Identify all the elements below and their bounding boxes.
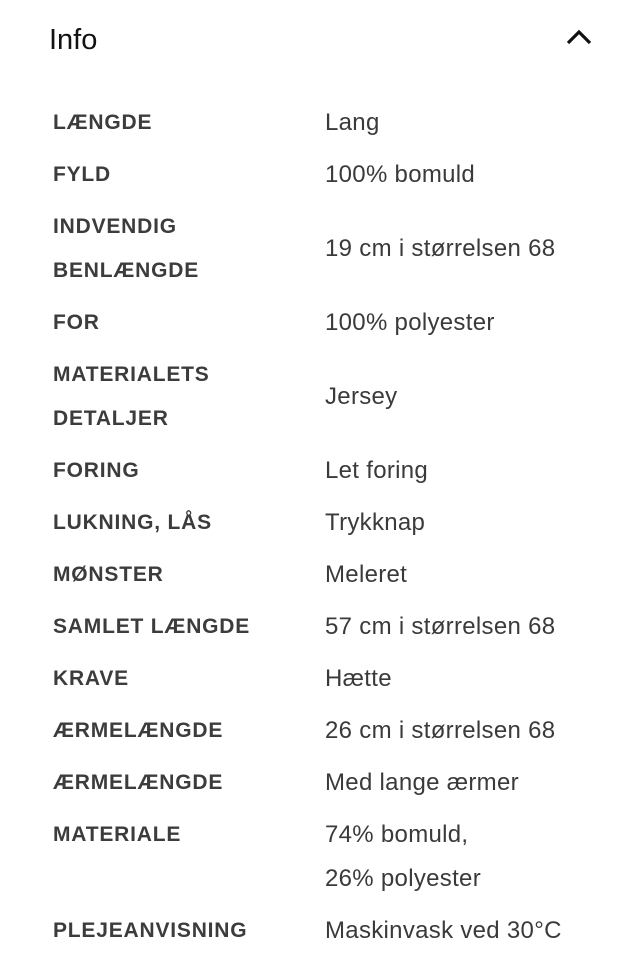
- info-label: [53, 297, 325, 349]
- info-label-line: SAMLET LÆNGDE: [53, 615, 251, 638]
- info-label-line: ÆRMELÆNGDE: [53, 771, 224, 794]
- info-label: [53, 445, 325, 497]
- info-value-line: Lang: [325, 109, 380, 136]
- info-value-line: Trykknap: [325, 509, 426, 536]
- info-row: [53, 653, 562, 705]
- info-value: [325, 705, 562, 757]
- info-value: [325, 809, 562, 905]
- info-row: [53, 905, 562, 957]
- info-value-line: Hætte: [325, 665, 392, 692]
- info-row: [53, 705, 562, 757]
- info-label-line: MØNSTER: [53, 563, 164, 586]
- info-value-line: 26% polyester: [325, 865, 481, 892]
- info-label-line: FYLD: [53, 163, 112, 186]
- info-label-line: MATERIALE: [53, 823, 182, 846]
- info-value-line: 100% polyester: [325, 309, 495, 336]
- info-value-line: Let foring: [325, 457, 429, 484]
- info-row: [53, 445, 562, 497]
- info-row: [53, 201, 562, 297]
- info-section-header[interactable]: [0, 0, 640, 80]
- info-value-line: Jersey: [325, 383, 398, 410]
- info-row: [53, 297, 562, 349]
- info-value-line: 57 cm i størrelsen 68: [325, 613, 556, 640]
- info-value-line: Med lange ærmer: [325, 769, 519, 796]
- info-label: [53, 497, 325, 549]
- info-value: [325, 297, 562, 349]
- info-value-line: Maskinvask ved 30°C: [325, 917, 562, 944]
- info-row: [53, 757, 562, 809]
- info-label: [53, 705, 325, 757]
- info-value: [325, 149, 562, 201]
- info-value-line: 19 cm i størrelsen 68: [325, 235, 556, 262]
- info-row: [53, 601, 562, 653]
- info-value: [325, 201, 562, 297]
- info-label: [53, 905, 325, 957]
- info-label: [53, 549, 325, 601]
- info-row: [53, 149, 562, 201]
- info-value: [325, 497, 562, 549]
- info-row: [53, 497, 562, 549]
- info-value-line: Meleret: [325, 561, 408, 588]
- info-label-line: FOR: [53, 311, 100, 334]
- info-label: [53, 349, 325, 445]
- info-value: [325, 549, 562, 601]
- info-label-line: BENLÆNGDE: [53, 259, 200, 282]
- info-label-line: FORING: [53, 459, 140, 482]
- info-label-line: KRAVE: [53, 667, 129, 690]
- info-value: [325, 653, 562, 705]
- info-row: [53, 809, 562, 905]
- section-title: Info: [49, 24, 98, 56]
- info-value: [325, 97, 562, 149]
- info-label-line: INDVENDIG: [53, 215, 177, 238]
- info-label-line: LUKNING, LÅS: [53, 511, 212, 534]
- info-label-line: LÆNGDE: [53, 111, 153, 134]
- info-value-line: 74% bomuld,: [325, 821, 469, 848]
- info-value: [325, 757, 562, 809]
- info-value: [325, 601, 562, 653]
- product-info-table: [53, 97, 562, 957]
- info-label-line: PLEJEANVISNING: [53, 919, 248, 942]
- info-label: [53, 97, 325, 149]
- info-label: [53, 809, 325, 905]
- info-value-line: 26 cm i størrelsen 68: [325, 717, 556, 744]
- info-label-line: MATERIALETS: [53, 363, 210, 386]
- chevron-up-icon[interactable]: [566, 28, 592, 46]
- info-label: [53, 601, 325, 653]
- info-value: [325, 445, 562, 497]
- info-value: [325, 905, 562, 957]
- info-label-line: ÆRMELÆNGDE: [53, 719, 224, 742]
- info-row: [53, 549, 562, 601]
- info-value: [325, 349, 562, 445]
- info-label: [53, 757, 325, 809]
- info-label: [53, 653, 325, 705]
- info-value-line: 100% bomuld: [325, 161, 476, 188]
- info-row: [53, 349, 562, 445]
- info-label: [53, 201, 325, 297]
- info-label: [53, 149, 325, 201]
- info-label-line: DETALJER: [53, 407, 169, 430]
- info-row: [53, 97, 562, 149]
